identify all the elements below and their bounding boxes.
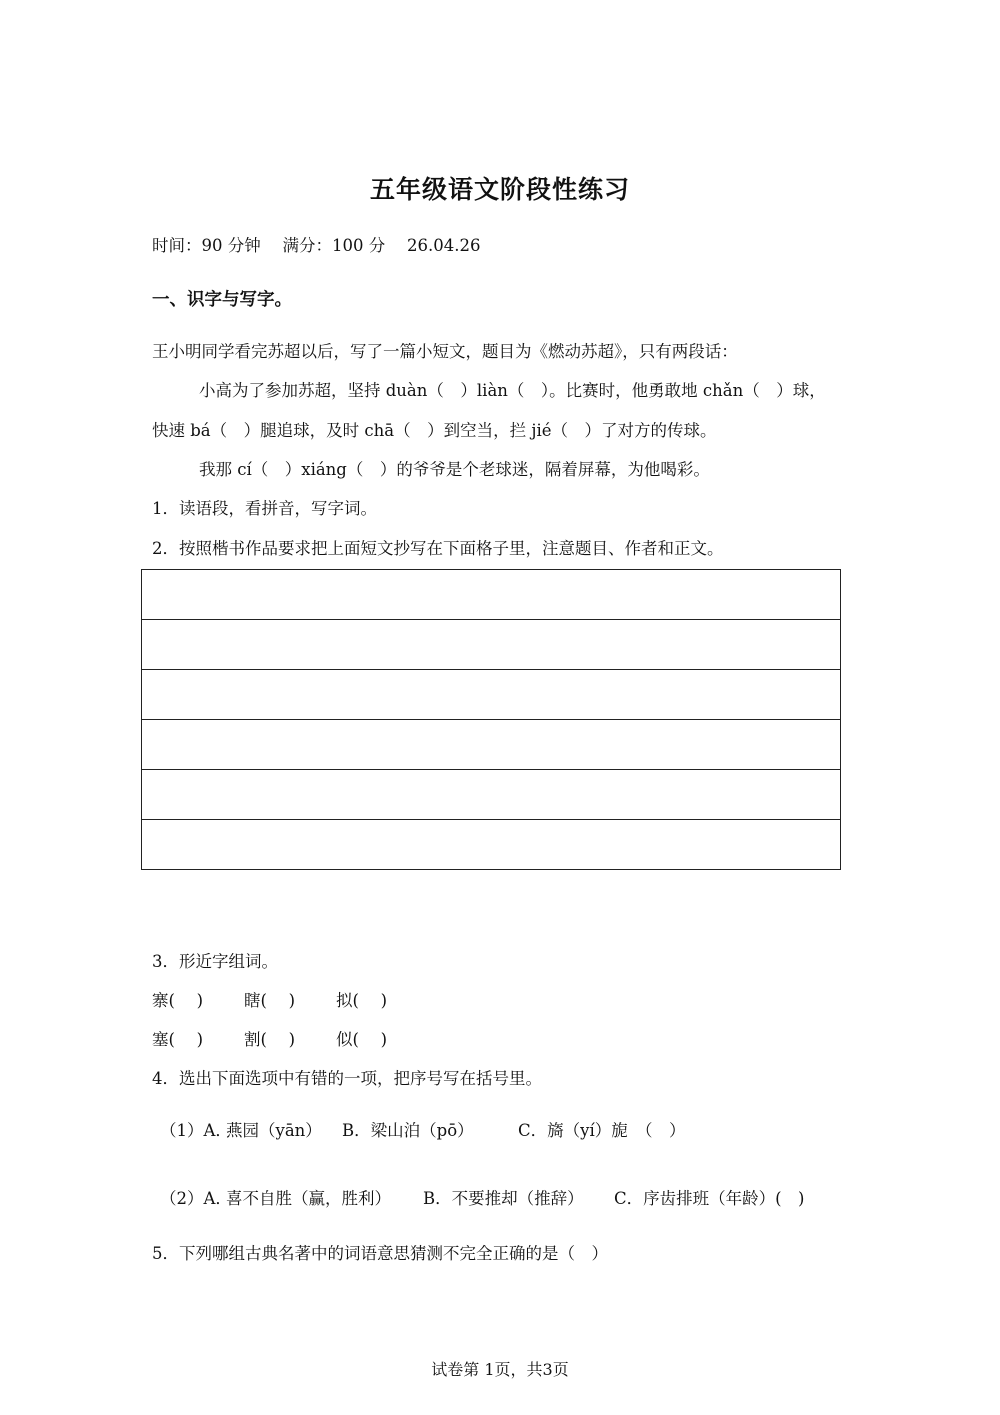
q4-2-option-b: B．不要推却（推辞） (423, 1189, 584, 1208)
writing-grid-row[interactable] (142, 820, 840, 869)
word-group-item: 似( ) (336, 1030, 388, 1049)
page-title: 五年级语文阶段性练习 (369, 175, 630, 204)
section-heading: 一、识字与写字。 (152, 290, 292, 310)
word-group-item: 塞( ) (152, 1030, 204, 1049)
word-group-item: 割( ) (244, 1030, 296, 1049)
writing-grid-row[interactable] (142, 570, 840, 620)
writing-grid-row[interactable] (142, 770, 840, 820)
q4-2-option-c: C．序齿排班（年龄）( ) (614, 1189, 805, 1208)
writing-grid[interactable] (141, 569, 841, 870)
paragraph-1-line-2: 快速 bá（ ）腿追球，及时 chā（ ）到空当，拦 jié（ ）了对方的传球。 (152, 421, 717, 440)
intro-text: 王小明同学看完苏超以后，写了一篇小短文，题目为《燃动苏超》，只有两段话： (152, 342, 738, 361)
q4-1-option-c: C．旖（yí）旎 （ ） (518, 1121, 686, 1140)
q4-1-number: （1）A． (160, 1121, 232, 1140)
writing-grid-row[interactable] (142, 620, 840, 670)
q4-1-option-b: B．梁山泊（pō） (342, 1121, 474, 1140)
writing-grid-row[interactable] (142, 720, 840, 770)
question-4: 4．选出下面选项中有错的一项，把序号写在括号里。 (152, 1069, 542, 1088)
paragraph-2: 我那 cí（ ）xiáng（ ）的爷爷是个老球迷，隔着屏幕，为他喝彩。 (199, 460, 710, 479)
question-1: 1．读语段，看拼音，写字词。 (152, 499, 377, 518)
question-3: 3．形近字组词。 (152, 952, 278, 971)
q4-2-option-a: 喜不自胜（赢，胜利） (226, 1189, 391, 1208)
writing-grid-row[interactable] (142, 670, 840, 720)
paragraph-1-line-1: 小高为了参加苏超，坚持 duàn（ ）liàn（ ）。比赛时，他勇敢地 chǎn（ ）球， (199, 381, 826, 400)
word-group-item: 拟( ) (336, 991, 388, 1010)
page-footer: 试卷第 1页，共3页 (431, 1360, 569, 1379)
word-group-item: 寨( ) (152, 991, 204, 1010)
question-2: 2．按照楷书作品要求把上面短文抄写在下面格子里，注意题目、作者和正文。 (152, 539, 724, 558)
q4-2-number: （2）A． (160, 1189, 232, 1208)
q4-1-option-a: 燕园（yān） (226, 1121, 322, 1140)
word-group-item: 瞎( ) (244, 991, 296, 1010)
question-5: 5．下列哪组古典名著中的词语意思猜测不完全正确的是（ ） (152, 1244, 608, 1263)
exam-meta: 时间：90 分钟 满分：100 分 26.04.26 (152, 236, 481, 255)
